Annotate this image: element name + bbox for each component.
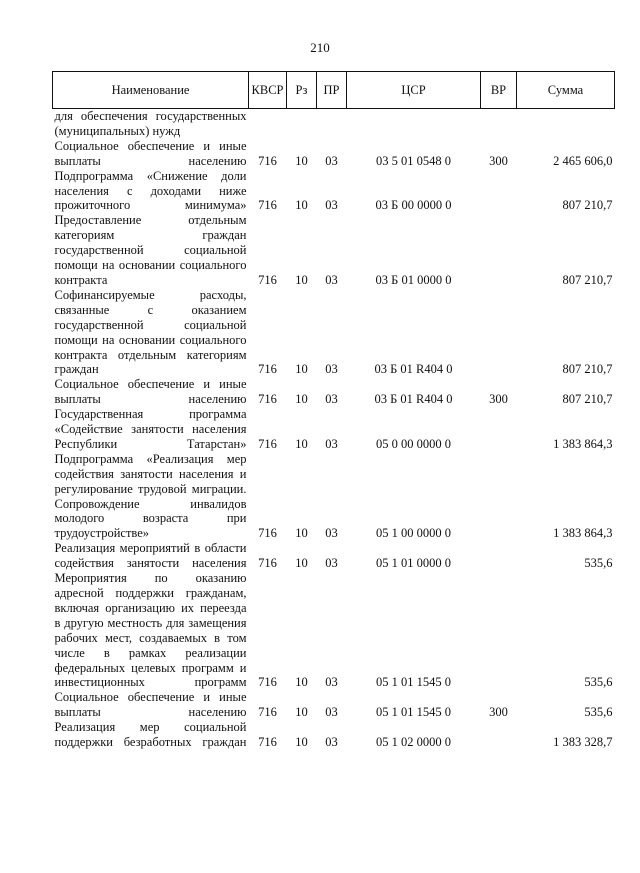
row-vr	[481, 169, 517, 214]
row-csr: 03 5 01 0548 0	[376, 153, 451, 168]
row-pr: 03	[325, 362, 338, 377]
row-name: Реализация мероприятий в области содействия занятости населения	[54, 541, 247, 571]
row-csr: 03 Б 01 0000 0	[375, 272, 452, 287]
row-kvsr: 716	[258, 526, 277, 541]
row-vr	[481, 541, 517, 571]
row-pr	[317, 109, 347, 139]
row-rz: 10	[295, 198, 308, 213]
row-pr: 03	[325, 675, 338, 690]
row-vr	[481, 407, 517, 452]
row-kvsr: 716	[258, 153, 277, 168]
row-vr	[481, 213, 517, 288]
row-rz: 10	[295, 675, 308, 690]
header-sum: Сумма	[517, 72, 615, 109]
row-name: для обеспечения государственных (муниципальных) нужд	[54, 109, 247, 138]
row-vr: 300	[489, 705, 508, 720]
row-vr	[481, 571, 517, 690]
table-row	[53, 139, 615, 169]
table-row	[53, 407, 615, 452]
row-csr: 03 Б 01 R404 0	[374, 362, 453, 377]
row-rz: 10	[295, 272, 308, 287]
table-row	[53, 109, 615, 139]
row-vr	[481, 452, 517, 541]
row-csr: 05 1 01 0000 0	[376, 556, 451, 571]
row-sum: 535,6	[584, 705, 613, 720]
table-row	[53, 377, 615, 407]
row-sum: 535,6	[584, 675, 613, 690]
row-sum: 2 465 606,0	[553, 153, 613, 168]
row-kvsr: 716	[258, 272, 277, 287]
row-rz: 10	[295, 362, 308, 377]
row-kvsr: 716	[258, 436, 277, 451]
row-pr: 03	[325, 526, 338, 541]
header-vr: ВР	[481, 72, 517, 109]
row-pr: 03	[325, 392, 338, 407]
table-row	[53, 452, 615, 541]
row-pr: 03	[325, 153, 338, 168]
row-pr: 03	[325, 198, 338, 213]
row-csr: 03 Б 00 0000 0	[375, 198, 452, 213]
row-vr	[481, 109, 517, 139]
row-rz	[287, 109, 317, 139]
row-kvsr: 716	[258, 735, 277, 750]
table-row	[53, 288, 615, 377]
header-pr: ПР	[317, 72, 347, 109]
header-csr: ЦСР	[347, 72, 481, 109]
row-kvsr: 716	[258, 705, 277, 720]
row-csr: 05 1 02 0000 0	[376, 735, 451, 750]
row-rz: 10	[295, 153, 308, 168]
row-sum: 807 210,7	[562, 272, 613, 287]
row-csr: 03 Б 01 R404 0	[374, 392, 453, 407]
row-pr: 03	[325, 272, 338, 287]
header-name: Наименование	[53, 72, 249, 109]
row-rz: 10	[295, 556, 308, 571]
row-pr: 03	[325, 705, 338, 720]
row-sum	[517, 109, 615, 139]
row-csr: 05 1 01 1545 0	[376, 675, 451, 690]
row-sum: 535,6	[584, 556, 613, 571]
row-vr: 300	[489, 153, 508, 168]
row-vr	[481, 288, 517, 377]
row-kvsr: 716	[258, 362, 277, 377]
row-sum: 1 383 864,3	[553, 436, 613, 451]
row-rz: 10	[295, 526, 308, 541]
row-rz: 10	[295, 705, 308, 720]
row-name: Государственная программа «Содействие занятости населения Республики Татарстан»	[54, 407, 247, 451]
row-csr	[347, 109, 481, 139]
table-row	[53, 213, 615, 288]
row-sum: 807 210,7	[562, 362, 613, 377]
row-name: Подпрограмма «Снижение доли населения с доходами ниже прожиточного минимума»	[54, 168, 247, 213]
table-row	[53, 571, 615, 690]
row-rz: 10	[295, 436, 308, 451]
row-vr: 300	[489, 392, 508, 407]
row-name: Мероприятия по оказанию адресной поддержки гражданам, включая организацию их переезда в другую местность для замещения рабочих мест, создаваемых в том числе в рамках реализации федеральных целевых программ и инвестиционных программ	[54, 571, 247, 690]
budget-table	[52, 71, 615, 750]
row-name: Социальное обеспечение и иные выплаты населению	[54, 377, 247, 407]
table-row	[53, 690, 615, 720]
row-name: Предоставление отдельным категориям граждан государственной социальной помощи на основании социального контракта	[54, 213, 247, 287]
row-rz: 10	[295, 392, 308, 407]
row-csr: 05 0 00 0000 0	[376, 436, 451, 451]
row-sum: 807 210,7	[562, 198, 613, 213]
table-row	[53, 169, 615, 214]
row-csr: 05 1 00 0000 0	[376, 526, 451, 541]
row-name: Софинансируемые расходы, связанные с оказанием государственной социальной помощи на основании социального контракта отдельным категориям граждан	[54, 287, 247, 377]
row-kvsr: 716	[258, 198, 277, 213]
row-name: Реализация мер социальной поддержки безработных граждан	[54, 720, 247, 750]
row-kvsr: 716	[258, 556, 277, 571]
table-header-row	[53, 72, 615, 109]
row-name: Социальное обеспечение и иные выплаты населению	[54, 138, 247, 168]
row-pr: 03	[325, 436, 338, 451]
row-sum: 1 383 864,3	[553, 526, 613, 541]
header-kvsr: КВСР	[249, 72, 287, 109]
row-sum: 807 210,7	[562, 392, 613, 407]
row-kvsr	[249, 109, 287, 139]
row-sum: 1 383 328,7	[553, 735, 613, 750]
row-pr: 03	[325, 556, 338, 571]
row-csr: 05 1 01 1545 0	[376, 705, 451, 720]
row-kvsr: 716	[258, 392, 277, 407]
table-row	[53, 720, 615, 750]
row-name: Подпрограмма «Реализация мер содействия занятости населения и регулирование трудовой миграции. Сопровождение инвалидов молодого возраста при трудоустройстве»	[54, 451, 247, 541]
row-rz: 10	[295, 735, 308, 750]
row-pr: 03	[325, 735, 338, 750]
row-vr	[481, 720, 517, 750]
row-name: Социальное обеспечение и иные выплаты населению	[54, 690, 247, 720]
table-row	[53, 541, 615, 571]
page-number: 210	[310, 40, 330, 55]
row-kvsr: 716	[258, 675, 277, 690]
header-rz: Рз	[287, 72, 317, 109]
